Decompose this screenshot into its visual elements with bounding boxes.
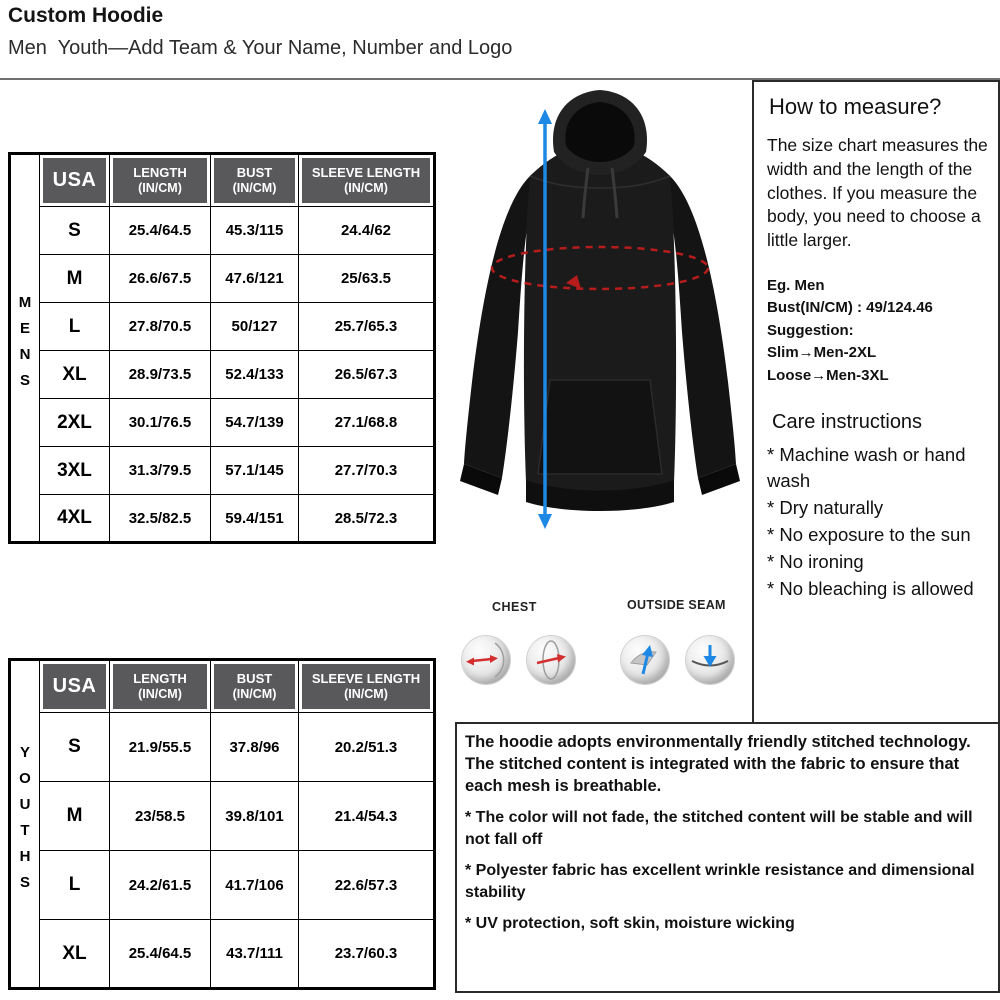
mens-col-header-bust: BUST (IN/CM) (211, 154, 299, 207)
size-label: 4XL (40, 495, 110, 543)
sleeve-value: 24.4/62 (299, 207, 435, 255)
size-label: L (40, 303, 110, 351)
sleeve-value: 22.6/57.3 (299, 851, 435, 920)
table-row (10, 713, 435, 782)
hoodie-illustration (450, 82, 750, 592)
how-to-measure-body: The size chart measures the width and the length of the clothes. If you measure the body, you need to choose a little larger. (767, 135, 988, 251)
size-label: M (40, 782, 110, 851)
size-label: L (40, 851, 110, 920)
table-row (10, 782, 435, 851)
seam-drop-icon (686, 636, 734, 684)
size-label: XL (40, 351, 110, 399)
youths-col-header-bust: BUST (IN/CM) (211, 660, 299, 713)
hoodie-pocket (538, 380, 662, 474)
sleeve-value: 26.5/67.3 (299, 351, 435, 399)
bust-value: 52.4/133 (211, 351, 299, 399)
bust-value: 45.3/115 (211, 207, 299, 255)
table-row (10, 399, 435, 447)
bust-value: 37.8/96 (211, 713, 299, 782)
page-title: Custom Hoodie (8, 4, 164, 27)
mens-group-label: MENS (16, 293, 34, 398)
example-line: Suggestion: (767, 321, 854, 339)
seam-fold-icon (621, 636, 669, 684)
feature-item: * Polyester fabric has excellent wrinkle resistance and dimensional stability (465, 862, 975, 901)
how-to-measure-title: How to measure? (769, 94, 942, 119)
length-value: 25.4/64.5 (110, 207, 211, 255)
youths-group-cell (10, 660, 40, 989)
feature-item: * The color will not fade, the stitched content will be stable and will not fall off (465, 809, 973, 848)
page-subtitle: Men Youth—Add Team & Your Name, Number and Logo (8, 37, 513, 59)
mens-col-header-usa: USA (40, 154, 110, 207)
sleeve-value: 21.4/54.3 (299, 782, 435, 851)
youths-col-header-sleeve: SLEEVE LENGTH (IN/CM) (299, 660, 435, 713)
feature-item: * UV protection, soft skin, moisture wicking (465, 915, 795, 933)
size-label: 3XL (40, 447, 110, 495)
length-value: 21.9/55.5 (110, 713, 211, 782)
chest-girth-icon (527, 636, 575, 684)
size-label: M (40, 255, 110, 303)
bust-value: 59.4/151 (211, 495, 299, 543)
table-row (10, 255, 435, 303)
care-item: * No ironing (767, 551, 864, 573)
sleeve-value: 27.1/68.8 (299, 399, 435, 447)
care-item: * Dry naturally (767, 496, 884, 518)
features-intro: The hoodie adopts environmentally friendly stitched technology. The stitched content is integrated with the fabric to ensure that each mesh is breathable. (465, 733, 971, 796)
bust-value: 57.1/145 (211, 447, 299, 495)
bust-value: 50/127 (211, 303, 299, 351)
example-line: Loose→Men-3XL (767, 366, 889, 384)
outside-seam-label: OUTSIDE SEAM (627, 598, 726, 612)
sleeve-value: 20.2/51.3 (299, 713, 435, 782)
mens-group-cell (10, 154, 40, 543)
youths-header-row (10, 660, 435, 713)
mens-size-table (8, 152, 436, 544)
length-value: 24.2/61.5 (110, 851, 211, 920)
mens-col-header-length: LENGTH (IN/CM) (110, 154, 211, 207)
table-row (10, 351, 435, 399)
care-item: * No bleaching is allowed (767, 578, 974, 600)
table-row (10, 207, 435, 255)
example-line: Bust(IN/CM) : 49/124.46 (767, 299, 933, 317)
table-row (10, 447, 435, 495)
length-value: 31.3/79.5 (110, 447, 211, 495)
bust-value: 41.7/106 (211, 851, 299, 920)
bust-value: 43.7/111 (211, 920, 299, 989)
length-value: 25.4/64.5 (110, 920, 211, 989)
hoodie-product-image (450, 82, 750, 592)
sleeve-value: 25/63.5 (299, 255, 435, 303)
product-features-panel (455, 722, 1000, 993)
length-value: 23/58.5 (110, 782, 211, 851)
size-label: S (40, 713, 110, 782)
length-value: 27.8/70.5 (110, 303, 211, 351)
bust-value: 54.7/139 (211, 399, 299, 447)
youths-size-table (8, 658, 436, 990)
sleeve-value: 27.7/70.3 (299, 447, 435, 495)
length-value: 32.5/82.5 (110, 495, 211, 543)
sleeve-value: 28.5/72.3 (299, 495, 435, 543)
table-row (10, 851, 435, 920)
example-line: Eg. Men (767, 276, 825, 294)
table-row (10, 495, 435, 543)
care-item: * No exposure to the sun (767, 523, 971, 545)
size-label: S (40, 207, 110, 255)
youths-col-header-usa: USA (40, 660, 110, 713)
youths-col-header-length: LENGTH (IN/CM) (110, 660, 211, 713)
bust-value: 47.6/121 (211, 255, 299, 303)
sleeve-value: 25.7/65.3 (299, 303, 435, 351)
care-instructions-title: Care instructions (772, 411, 923, 434)
chest-width-icon (462, 636, 510, 684)
mens-header-row (10, 154, 435, 207)
sleeve-value: 23.7/60.3 (299, 920, 435, 989)
table-row (10, 303, 435, 351)
mens-col-header-sleeve: SLEEVE LENGTH (IN/CM) (299, 154, 435, 207)
length-value: 26.6/67.5 (110, 255, 211, 303)
table-row (10, 920, 435, 989)
how-to-measure-panel (752, 80, 1000, 722)
chest-label: CHEST (492, 600, 537, 614)
care-instructions-list (767, 442, 993, 601)
example-line: Slim→Men-2XL (767, 344, 877, 362)
youths-group-label: YOUTHS (16, 743, 34, 900)
length-value: 30.1/76.5 (110, 399, 211, 447)
length-value: 28.9/73.5 (110, 351, 211, 399)
size-label: 2XL (40, 399, 110, 447)
size-suggestion-block (767, 275, 992, 388)
bust-value: 39.8/101 (211, 782, 299, 851)
care-item: * Machine wash or hand wash (767, 444, 966, 491)
size-label: XL (40, 920, 110, 989)
